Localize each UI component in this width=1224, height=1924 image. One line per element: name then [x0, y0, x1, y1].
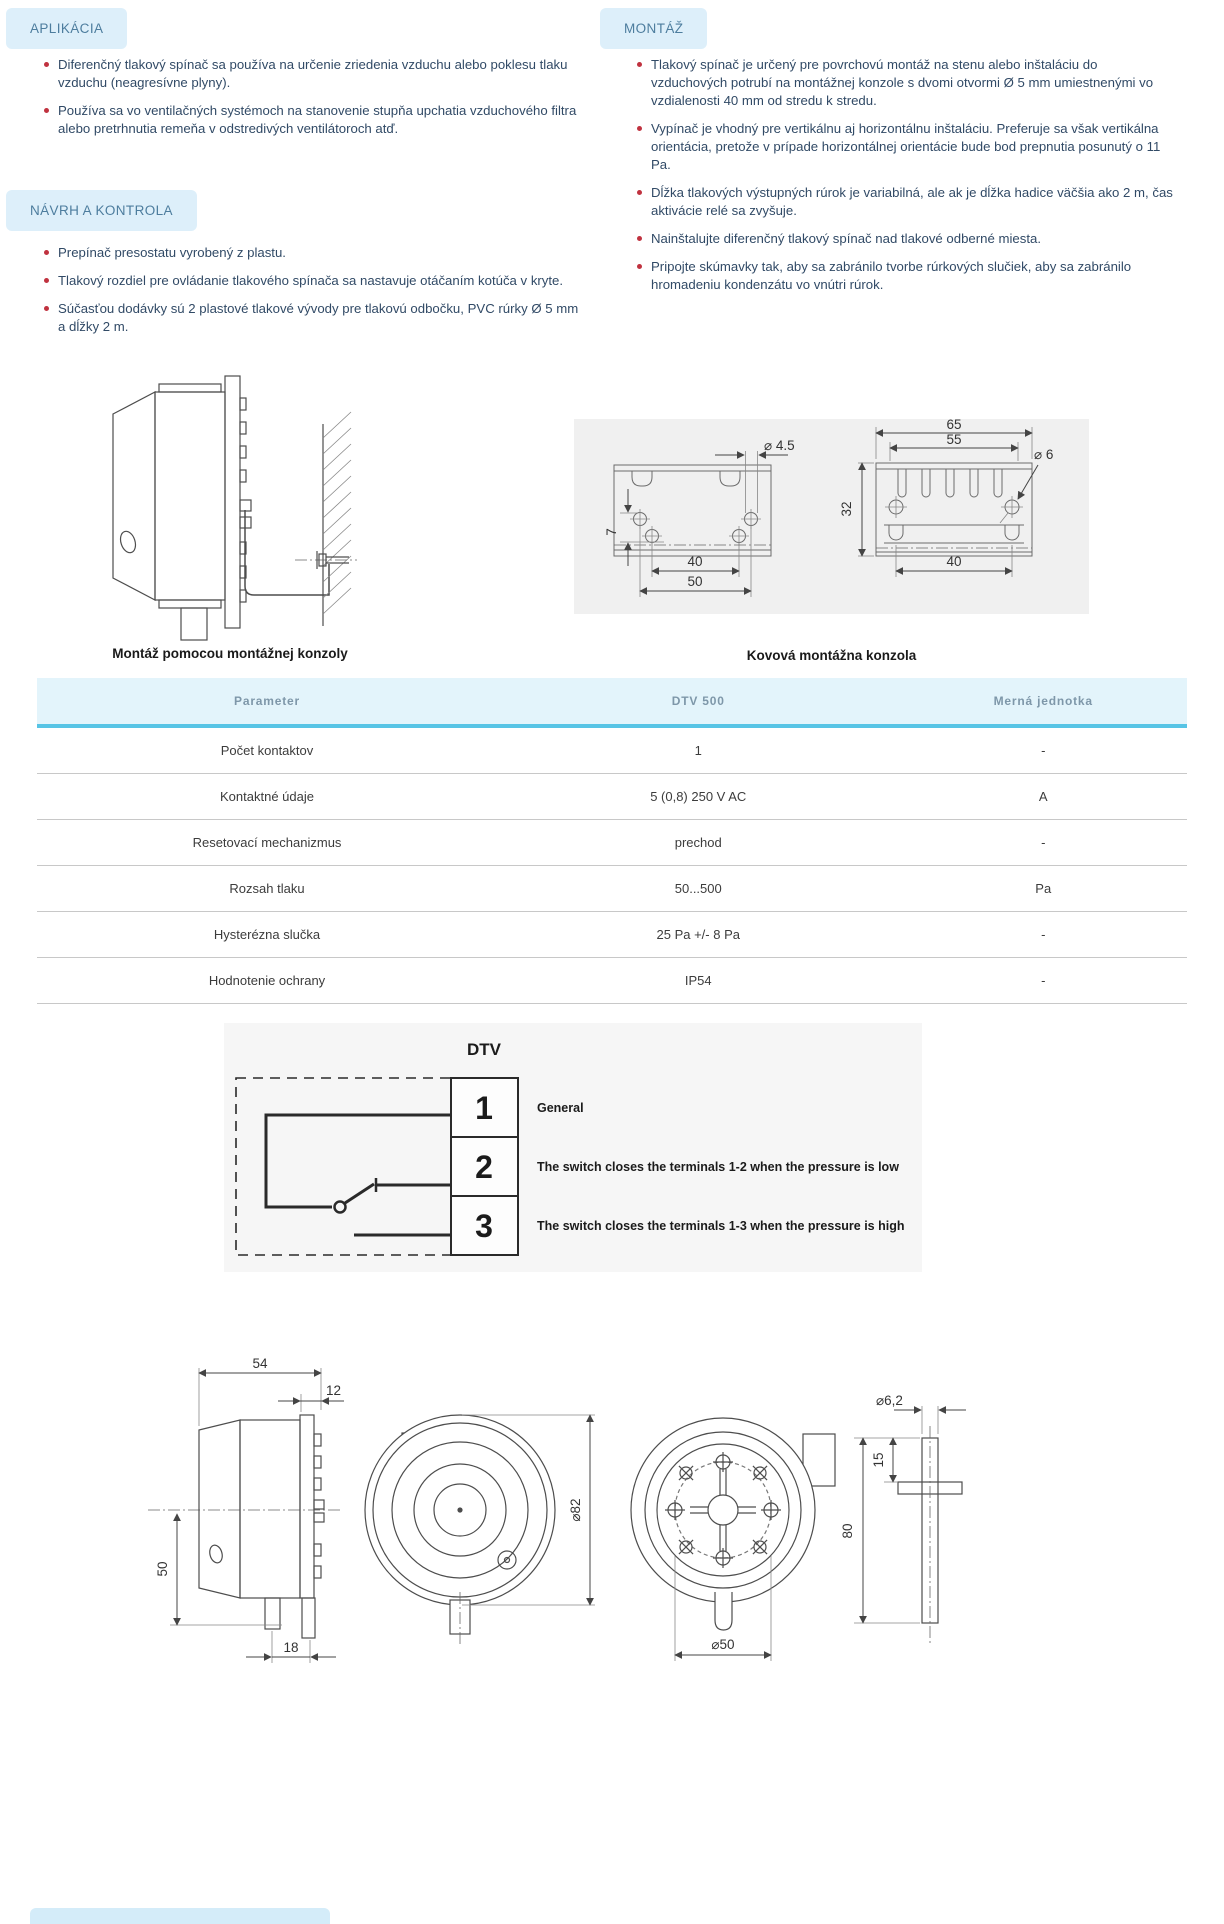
- column-header-parameter: Parameter: [234, 694, 300, 708]
- cell-parameter: Resetovací mechanizmus: [192, 835, 342, 850]
- section-header-montaz: MONTÁŽ: [600, 8, 707, 49]
- figure-caption-wall-mount: Montáž pomocou montážnej konzoly: [112, 646, 348, 661]
- bullet-item: Dĺžka tlakových výstupných rúrok je variabilná, ale ak je dĺžka hadice väčšia ako 2 m, čas aktivácie relé sa zvyšuje.: [629, 184, 1174, 220]
- bullet-item: Tlakový rozdiel pre ovládanie tlakového spínača sa nastavuje otáčaním kotúča v kryte.: [36, 272, 581, 290]
- dim-40b: 40: [946, 554, 962, 569]
- bullet-item: Tlakový spínač je určený pre povrchovú montáž na stenu alebo inštaláciu do vzduchových potrubí na montážnej konzole s dvomi otvormi Ø 5 mm umiestnenými vo vzdialenosti 40 mm od stredu k stredu.: [629, 56, 1174, 110]
- switch-boundary-dashed-box: [236, 1078, 451, 1255]
- cell-parameter: Rozsah tlaku: [229, 881, 305, 896]
- cell-parameter: Kontaktné údaje: [220, 789, 314, 804]
- bullet-item: Vypínač je vhodný pre vertikálnu aj horizontálnu inštaláciu. Preferuje sa však vertikálna orientácia, pretože v prípade horizontálnej orientácie bude bod prepnutia posunutý o 11 Pa.: [629, 120, 1174, 174]
- dim-tube-dia: ⌀6,2: [876, 1393, 903, 1408]
- wiring-diagram: [224, 1023, 922, 1272]
- bracket-right-dimensions: [839, 419, 1053, 577]
- dim-offset-7: 7: [604, 528, 619, 536]
- dim-55: 55: [946, 432, 962, 447]
- dim-32: 32: [839, 501, 854, 517]
- bullet-item: Používa sa vo ventilačných systémoch na stanovenie stupňa upchatia vzduchového filtra alebo pretrhnutia remeňa v odstredivých ventilátoroch atď.: [36, 102, 581, 138]
- terminal-1-label: General: [537, 1101, 584, 1115]
- section-header-aplikacia: APLIKÁCIA: [6, 8, 127, 49]
- bullet-item: Diferenčný tlakový spínač sa používa na určenie zriedenia vzduchu alebo poklesu tlaku vzduchu (neagresívne plyny).: [36, 56, 581, 92]
- bracket-left-dimensions: [604, 438, 795, 597]
- cell-unit: -: [1041, 835, 1046, 850]
- table-row: [37, 728, 1187, 774]
- device-front-view: [365, 1415, 595, 1646]
- cell-parameter: Hysterézna slučka: [213, 927, 321, 942]
- cell-unit: A: [1038, 789, 1048, 804]
- column-header-unit: Merná jednotka: [993, 694, 1093, 708]
- terminal-block: [451, 1078, 518, 1255]
- cell-value: 50...500: [674, 881, 722, 896]
- dim-50-height: 50: [155, 1561, 170, 1577]
- dim-54: 54: [252, 1356, 268, 1371]
- bullet-item: Pripojte skúmavky tak, aby sa zabránilo tvorbe rúrkových slučiek, aby sa zabránilo hromadeniu kondenzátu vo vnútri rúrok.: [629, 258, 1174, 294]
- terminal-1: 1: [475, 1090, 493, 1126]
- column-header-dtv500: DTV 500: [671, 694, 725, 708]
- bullet-item: Súčasťou dodávky sú 2 plastové tlakové vývody pre tlakovú odbočku, PVC rúrky Ø 5 mm a dĺžky 2 m.: [36, 300, 581, 336]
- aplikacia-bullet-list: [36, 56, 581, 138]
- table-row: [37, 820, 1187, 866]
- table-row: [37, 958, 1187, 1004]
- dim-12: 12: [326, 1383, 342, 1398]
- dim-dia-50: ⌀50: [711, 1637, 735, 1652]
- wall-mount-drawing: [95, 374, 365, 642]
- bracket-view-right: [876, 463, 1032, 556]
- table-row: [37, 866, 1187, 912]
- pressure-tube-view: [840, 1393, 966, 1643]
- pressure-switch-side-view: [113, 376, 329, 640]
- cell-value: prechod: [674, 835, 722, 850]
- spec-table-header-row: [37, 678, 1187, 724]
- dim-65: 65: [946, 419, 962, 432]
- cell-value: 5 (0,8) 250 V AC: [650, 789, 747, 804]
- cell-unit: Pa: [1035, 881, 1052, 896]
- metal-bracket-figure-panel: [574, 419, 1089, 614]
- dim-tube-80: 80: [840, 1523, 855, 1539]
- dim-dia-82: ⌀82: [568, 1498, 583, 1522]
- dim-40: 40: [687, 554, 703, 569]
- wall-hatching: [323, 412, 351, 626]
- wiring-diagram-panel: [224, 1023, 922, 1272]
- cell-parameter: Počet kontaktov: [220, 743, 314, 758]
- section-header-navrh-a-kontrola: NÁVRH A KONTROLA: [6, 190, 197, 231]
- dim-hole-small: ⌀ 4.5: [764, 438, 795, 453]
- cell-value: 25 Pa +/- 8 Pa: [656, 927, 740, 942]
- dim-tube-15: 15: [871, 1452, 886, 1468]
- partial-section-header: [30, 1908, 330, 1924]
- figure-caption-metal-bracket: Kovová montážna konzola: [746, 648, 917, 663]
- dim-50: 50: [687, 574, 703, 589]
- device-side-view: [148, 1356, 344, 1663]
- switch-contact-symbol: [266, 1115, 451, 1235]
- metal-bracket-drawing: [574, 419, 1089, 614]
- cell-value: 1: [694, 743, 702, 758]
- cell-unit: -: [1041, 973, 1046, 988]
- terminal-3-label: The switch closes the terminals 1-3 when the pressure is high: [537, 1219, 905, 1233]
- dimensional-drawings: [140, 1348, 1100, 1700]
- dim-18: 18: [283, 1640, 299, 1655]
- montaz-bullet-list: [629, 56, 1174, 294]
- terminal-2: 2: [475, 1149, 493, 1185]
- wall-screw: [295, 551, 357, 569]
- terminal-3: 3: [475, 1208, 493, 1244]
- table-row: [37, 774, 1187, 820]
- cell-unit: -: [1041, 927, 1046, 942]
- bullet-item: Nainštalujte diferenčný tlakový spínač nad tlakové odberné miesta.: [629, 230, 1174, 248]
- wiring-title: DTV: [467, 1040, 501, 1059]
- device-back-view: [631, 1418, 835, 1661]
- dim-hole-big: ⌀ 6: [1034, 447, 1054, 462]
- terminal-2-label: The switch closes the terminals 1-2 when the pressure is low: [537, 1160, 899, 1174]
- spec-table: [37, 678, 1187, 1004]
- bullet-item: Prepínač presostatu vyrobený z plastu.: [36, 244, 581, 262]
- table-row: [37, 912, 1187, 958]
- cell-value: IP54: [684, 973, 712, 988]
- cell-parameter: Hodnotenie ochrany: [208, 973, 326, 988]
- cell-unit: -: [1041, 743, 1046, 758]
- navrh-bullet-list: [36, 244, 581, 336]
